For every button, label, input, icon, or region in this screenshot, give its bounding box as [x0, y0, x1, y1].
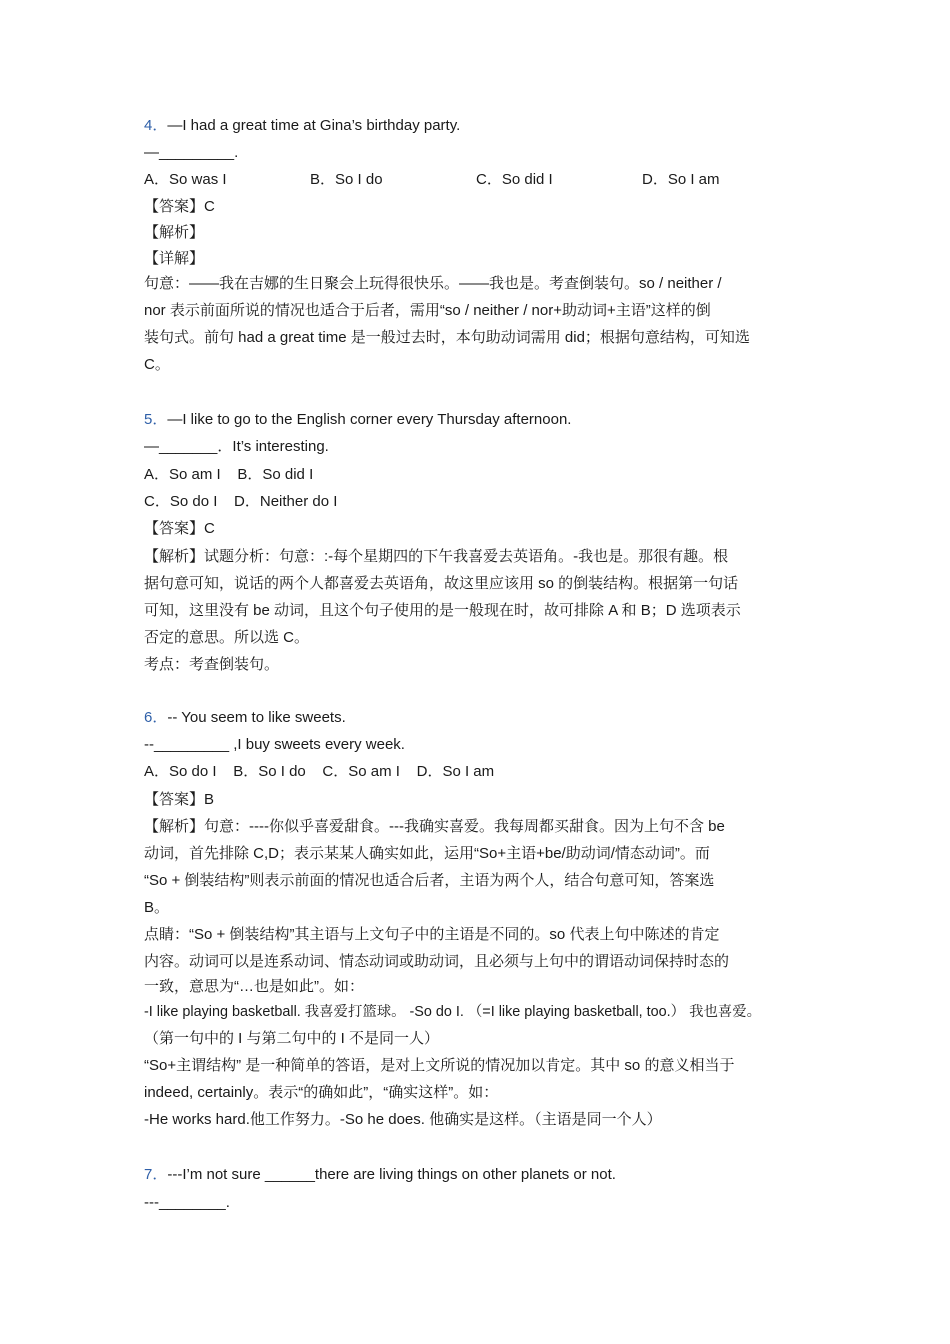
q7-stem-line — [144, 1165, 616, 1185]
q4-blank-line: —_________. — [144, 144, 239, 161]
q4-number: 4． — [144, 117, 168, 134]
q4-option-c: C．So did I — [476, 171, 553, 188]
q6-explain-line: 内容。动词可以是连系动词、情态动词或助动词，且必须与上句中的谓语动词保持时态的 — [144, 953, 730, 970]
q4-explain-line: 句意：——我在吉娜的生日聚会上玩得很快乐。——我也是。考查倒装句。so / neither / — [144, 275, 722, 292]
q6-explain-line: （第一句中的 I 与第二句中的 I 不是同一人） — [144, 1030, 440, 1047]
q4-detail-label: 【详解】 — [144, 250, 205, 267]
q4-explain-line: 装句式。前句 had a great time 是一般过去时，本句助动词需用 did；根据句意结构，可知选 — [144, 329, 750, 346]
q6-explain-line: 【解析】句意：----你似乎喜爱甜食。---我确实喜爱。我每周都买甜食。因为上句不含 be — [144, 818, 725, 835]
q6-explain-line: -He works hard.他工作努力。-So he does. 他确实是这样。（主语是同一个人） — [144, 1111, 662, 1128]
q6-explain-line: “So+主谓结构” 是一种简单的答语，是对上文所说的情况加以肯定。其中 so 的意义相当于 — [144, 1057, 735, 1074]
q5-stem: —I like to go to the English corner every Thursday afternoon. — [167, 411, 572, 428]
q4-answer: 【答案】C — [144, 198, 215, 215]
q6-explain-line: -I like playing basketball. 我喜爱打篮球。 -So do I. （=I like playing basketball, too.） 我也喜爱。 — [144, 1004, 762, 1020]
q6-explain-line: B。 — [144, 899, 170, 916]
q4-option-d: D．So I am — [642, 171, 720, 188]
q6-stem-line — [144, 708, 346, 728]
q6-options-line: A．So do I B．So I do C．So am I D．So I am — [144, 763, 495, 780]
q4-options — [144, 170, 720, 190]
q5-answer: 【答案】C — [144, 520, 215, 537]
q7-stem: ---I’m not sure ______there are living things on other planets or not. — [167, 1166, 616, 1183]
q6-answer: 【答案】B — [144, 791, 215, 808]
q6-stem: -- You seem to like sweets. — [167, 709, 346, 726]
q6-blank-line: --_________ ,I buy sweets every week. — [144, 736, 405, 753]
q4-option-b: B．So I do — [310, 171, 383, 188]
q6-explain-line: 动词，首先排除 C,D；表示某某人确实如此，运用“So+主语+be/助动词/情态动词”。而 — [144, 845, 710, 862]
q5-explain-line: 考点：考查倒装句。 — [144, 656, 280, 673]
q5-blank-line: —_______．It’s interesting. — [144, 438, 329, 455]
q5-explain-line: 据句意可知，说话的两个人都喜爱去英语角，故这里应该用 so 的倒装结构。根据第一句话 — [144, 575, 739, 592]
q4-analysis-label: 【解析】 — [144, 224, 205, 241]
q6-explain-line: “So + 倒装结构”则表示前面的情况也适合后者，主语为两个人，结合句意可知，答案选 — [144, 872, 715, 889]
q4-explain-line: C。 — [144, 356, 170, 373]
q4-explain-line: nor 表示前面所说的情况也适合于后者，需用“so / neither / nor+助动词+主语”这样的倒 — [144, 302, 711, 319]
q5-options-line-2: C．So do I D．Neither do I — [144, 493, 338, 510]
q5-explain-line: 【解析】试题分析：句意：:-每个星期四的下午我喜爱去英语角。-我也是。那很有趣。根 — [144, 548, 729, 565]
q5-stem-line — [144, 410, 571, 430]
q5-explain-line: 否定的意思。所以选 C。 — [144, 629, 310, 646]
q5-options-line-1: A．So am I B．So did I — [144, 466, 314, 483]
q6-explain-line: indeed, certainly。表示“的确如此”，“确实这样”。如： — [144, 1084, 499, 1101]
q6-explain-line: 点睛：“So + 倒装结构”其主语与上文句子中的主语是不同的。so 代表上句中陈述的肯定 — [144, 926, 720, 943]
q7-number: 7． — [144, 1166, 168, 1183]
q6-number: 6． — [144, 709, 168, 726]
q6-explain-line: 一致，意思为“…也是如此”。如： — [144, 978, 364, 995]
q4-stem: —I had a great time at Gina’s birthday party. — [167, 117, 461, 134]
q4-option-a: A．So was I — [144, 171, 227, 188]
q5-explain-line: 可知，这里没有 be 动词，且这个句子使用的是一般现在时，故可排除 A 和 B；D 选项表示 — [144, 602, 741, 619]
q7-blank-line: ---________. — [144, 1194, 230, 1211]
q4-stem-line — [144, 116, 460, 136]
q5-number: 5． — [144, 411, 168, 428]
